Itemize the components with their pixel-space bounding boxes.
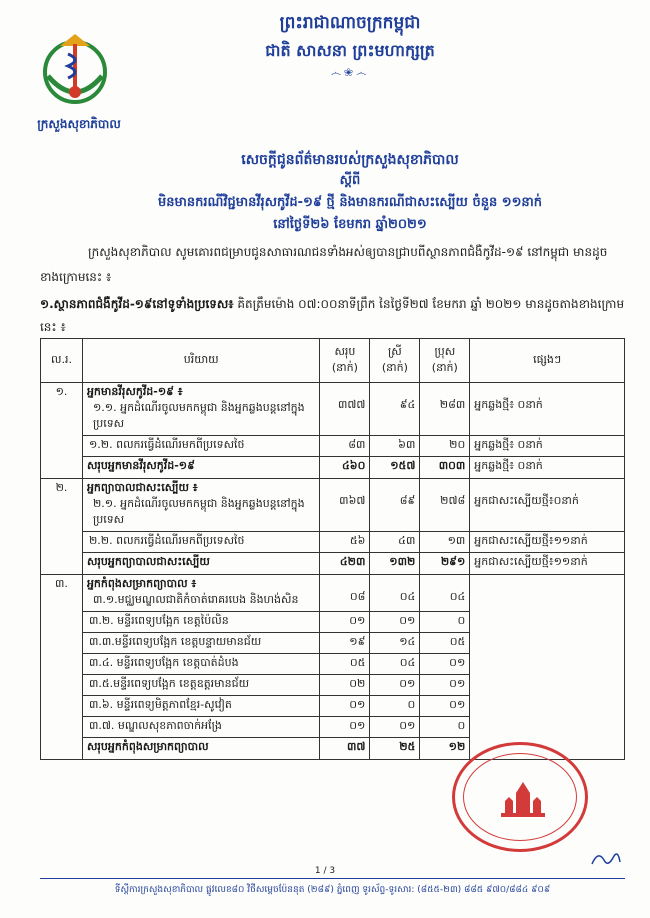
row-description: ៣.២. មន្ទីរពេទ្យបង្អែក ខេត្តប៉ៃលិន: [82, 612, 319, 633]
row-female: ១៤: [370, 633, 420, 654]
group-title: អ្នកព្យាបាលជាសះស្បើយ ៖: [86, 481, 198, 494]
col-female-unit: (នាក់): [381, 360, 408, 374]
row-other: [470, 383, 625, 436]
col-no: ល.រ.: [41, 339, 83, 383]
row-total: ០៥: [320, 654, 370, 675]
ministry-logo: [38, 30, 112, 108]
group-cell: [82, 575, 319, 612]
row-female-value: ៩៤: [399, 398, 416, 411]
row-male-value: ០៤: [449, 590, 466, 603]
footer-divider: [40, 878, 625, 879]
row-other: អ្នកជាសះស្បើយថ្មី៖១១នាក់: [470, 532, 625, 553]
sum-description: សរុបអ្នកមានវីរុសកូវីដ-១៩: [82, 457, 319, 479]
row-total: [320, 383, 370, 436]
intro-paragraph: ក្រសួងសុខាភិបាល សូមគោរពជម្រាបជូនសាធារណជនទាំងអស់ឲ្យបានជ្រាបពីស្ថានភាពជំងឺកូវីដ-១៩ នៅកម្ពុជា មានដូចខាងក្រោមនេះ ៖: [40, 245, 608, 284]
table-row: [41, 383, 625, 436]
official-stamp: [452, 742, 588, 852]
row-total-value: ៣៧៧: [337, 398, 366, 411]
row-female: ០១: [370, 717, 420, 738]
row-description: ៣.៣.មន្ទីរពេទ្យបង្អែក ខេត្តបន្ទាយមានជ័យ: [82, 633, 319, 654]
row-description: ៣.៦. មន្ទីរពេទ្យមិត្តភាពខ្មែរ-សូវៀត: [82, 696, 319, 717]
footer-address: ទីស្តីការក្រសួងសុខាភិបាល ផ្លូវលេខ៨០ វិថីសម្តេចប៉ែននុត (២៨៩) ភ្នំពេញ ទូរស័ព្ទ-ទូរសារ: (៨៥៥-២៣) ៨៨៥ ៩៧០/៨៨៤ ៩០៩: [114, 885, 551, 895]
table-header-row: [41, 339, 625, 383]
row-total: ០១: [320, 696, 370, 717]
sum-male: ១២: [420, 738, 470, 760]
table-row: [41, 575, 625, 612]
col-total-label: សរុប: [334, 344, 356, 358]
row-male: ០: [420, 717, 470, 738]
row-other: អ្នកឆ្លងថ្មី៖ ០នាក់: [470, 436, 625, 457]
doc-date: នៅថ្ងៃទី២៦ ខែមករា ឆ្នាំ២០២១: [273, 217, 427, 232]
row-other-value: អ្នកឆ្លងថ្មី៖ ០នាក់: [474, 398, 543, 411]
sum-description: សរុបអ្នកកំពុងសម្រាកព្យាបាល: [82, 738, 319, 760]
col-female-label: ស្រី: [387, 344, 402, 358]
col-total-unit: (នាក់): [331, 360, 358, 374]
row-description: ៣.៧. មណ្ឌលសុខភាពចាក់អង្រែ: [82, 717, 319, 738]
kingdom-title: ព្រះរាជាណាចក្រកម្ពុជា: [279, 13, 421, 33]
sum-total: ៣៧: [320, 738, 370, 760]
group-number: ១.: [41, 383, 83, 479]
row-other: [470, 479, 625, 532]
table-row: [41, 479, 625, 532]
row-male-value: ២៨៣: [439, 398, 466, 411]
sum-male: ៣០៣: [420, 457, 470, 479]
col-male-label: ប្រុស: [434, 344, 456, 358]
row-male: ០៥: [420, 633, 470, 654]
row-female: ០៤: [370, 654, 420, 675]
row-male-value: ២៧៨: [440, 494, 466, 507]
group-title: អ្នកកំពុងសម្រាកព្យាបាល ៖: [86, 577, 197, 590]
row-male: ០១: [420, 675, 470, 696]
row-male: ០: [420, 612, 470, 633]
covid-status-table: [40, 338, 625, 760]
row-other-value: អ្នកជាសះស្បើយថ្មី៖០នាក់: [474, 494, 579, 507]
ministry-name: ក្រសួងសុខាភិបាល: [37, 117, 121, 131]
row-description: ២.២. ពលករធ្វើដំណើរមកពីប្រទេសថៃ: [82, 532, 319, 553]
row-total: ១៩: [320, 633, 370, 654]
row-description: ៣.៤. មន្ទីរពេទ្យបង្អែក ខេត្តបាត់ដំបង: [82, 654, 319, 675]
row-total: ០១: [320, 612, 370, 633]
row-male: [420, 383, 470, 436]
row-description: ២.១. អ្នកដំណើរចូលមកកម្ពុជា និងអ្នកឆ្លងបន្តនៅក្នុងប្រទេស: [92, 497, 305, 526]
col-male: [420, 339, 470, 383]
sum-male: ២៩១: [420, 553, 470, 575]
section-1-lead: ១.ស្ថានភាពជំងឺកូវីដ-១៩នៅទូទាំងប្រទេស៖: [40, 297, 234, 311]
page-number: 1 / 3: [314, 866, 336, 876]
row-female: ៦៣: [370, 436, 420, 457]
group-cell: [82, 479, 319, 532]
row-male: [420, 575, 470, 612]
row-total: ៨៣: [320, 436, 370, 457]
row-total: ០២: [320, 675, 370, 696]
col-total: [320, 339, 370, 383]
doc-title-about: ស្តីពី: [339, 173, 361, 188]
kingdom-motto: ជាតិ សាសនា ព្រះមហាក្សត្រ: [265, 41, 435, 60]
row-total: ០១: [320, 717, 370, 738]
col-male-unit: (នាក់): [431, 360, 458, 374]
group-number: ២.: [41, 479, 83, 575]
row-male: ០១: [420, 696, 470, 717]
sum-description: សរុបអ្នកព្យាបាលជាសះស្បើយ: [82, 553, 319, 575]
sum-female: ១៥៧: [370, 457, 420, 479]
doc-title: សេចក្តីជូនព័ត៌មានរបស់ក្រសួងសុខាភិបាល: [241, 152, 459, 168]
sum-total: ៤២៣: [320, 553, 370, 575]
sum-total: ៤៦០: [320, 457, 370, 479]
col-description: បរិយាយ: [82, 339, 319, 383]
sum-female: ១៣២: [370, 553, 420, 575]
group-cell: [82, 383, 319, 436]
table-row: [41, 436, 625, 457]
row-description: ៣.១.មជ្ឈមណ្ឌលជាតិកំចាត់រោគរបេង និងហង់សិន: [92, 593, 299, 606]
row-female: [370, 575, 420, 612]
row-description: ១.១. អ្នកដំណើរចូលមកកម្ពុជា និងអ្នកឆ្លងបន្តនៅក្នុងប្រទេស: [92, 401, 305, 430]
row-male: [420, 479, 470, 532]
section-1-text: គិតត្រឹមម៉ោង ០៧:០០នាទីព្រឹក នៃថ្ងៃទី២៧ ខែមករា ឆ្នាំ ២០២១ មានដូចតាងខាងក្រោមនេះ ៖: [40, 297, 625, 334]
doc-subject: មិនមានករណីវិជ្ជមានវីរុសកូវីដ-១៩ ថ្មី និងមានករណីជាសះស្បើយ ចំនួន ១១នាក់: [157, 195, 543, 210]
row-male: ១៣: [420, 532, 470, 553]
row-other: [470, 575, 625, 760]
table-row: [41, 532, 625, 553]
row-female: ៤៣: [370, 532, 420, 553]
row-male: ២០: [420, 436, 470, 457]
row-female: ០: [370, 696, 420, 717]
row-female: ០១: [370, 675, 420, 696]
signature-icon: [590, 848, 622, 870]
col-other: ផ្សេងៗ: [470, 339, 625, 383]
row-total-value: ០៨: [349, 590, 366, 603]
table-sum-row: [41, 457, 625, 479]
angkor-temple-icon: [499, 779, 547, 819]
sum-female: ២៥: [370, 738, 420, 760]
table-sum-row: [41, 553, 625, 575]
row-total: [320, 575, 370, 612]
col-female: [370, 339, 420, 383]
row-female-value: ០៤: [399, 590, 416, 603]
row-total-value: ៣៦៧: [339, 494, 366, 507]
group-number: ៣.: [41, 575, 83, 760]
row-female: [370, 383, 420, 436]
row-total: [320, 479, 370, 532]
row-female: ០១: [370, 612, 420, 633]
row-female-value: ៨៩: [399, 494, 416, 507]
row-male: ០១: [420, 654, 470, 675]
header-ornament: ෴❀෴: [330, 66, 370, 79]
row-description: ១.២. ពលករធ្វើដំណើរមកពីប្រទេសថៃ: [82, 436, 319, 457]
row-description: ៣.៥.មន្ទីរពេទ្យបង្អែក ខេត្តឧត្តរមានជ័យ: [82, 675, 319, 696]
section-1: [40, 293, 625, 339]
row-female: [370, 479, 420, 532]
group-title: អ្នកមានវីរុសកូវីដ-១៩ ៖: [86, 385, 183, 398]
sum-other: អ្នកជាសះស្បើយថ្មី៖១១នាក់: [470, 553, 625, 575]
row-total: ៥៦: [320, 532, 370, 553]
sum-other: អ្នកឆ្លងថ្មី៖ ០នាក់: [470, 457, 625, 479]
